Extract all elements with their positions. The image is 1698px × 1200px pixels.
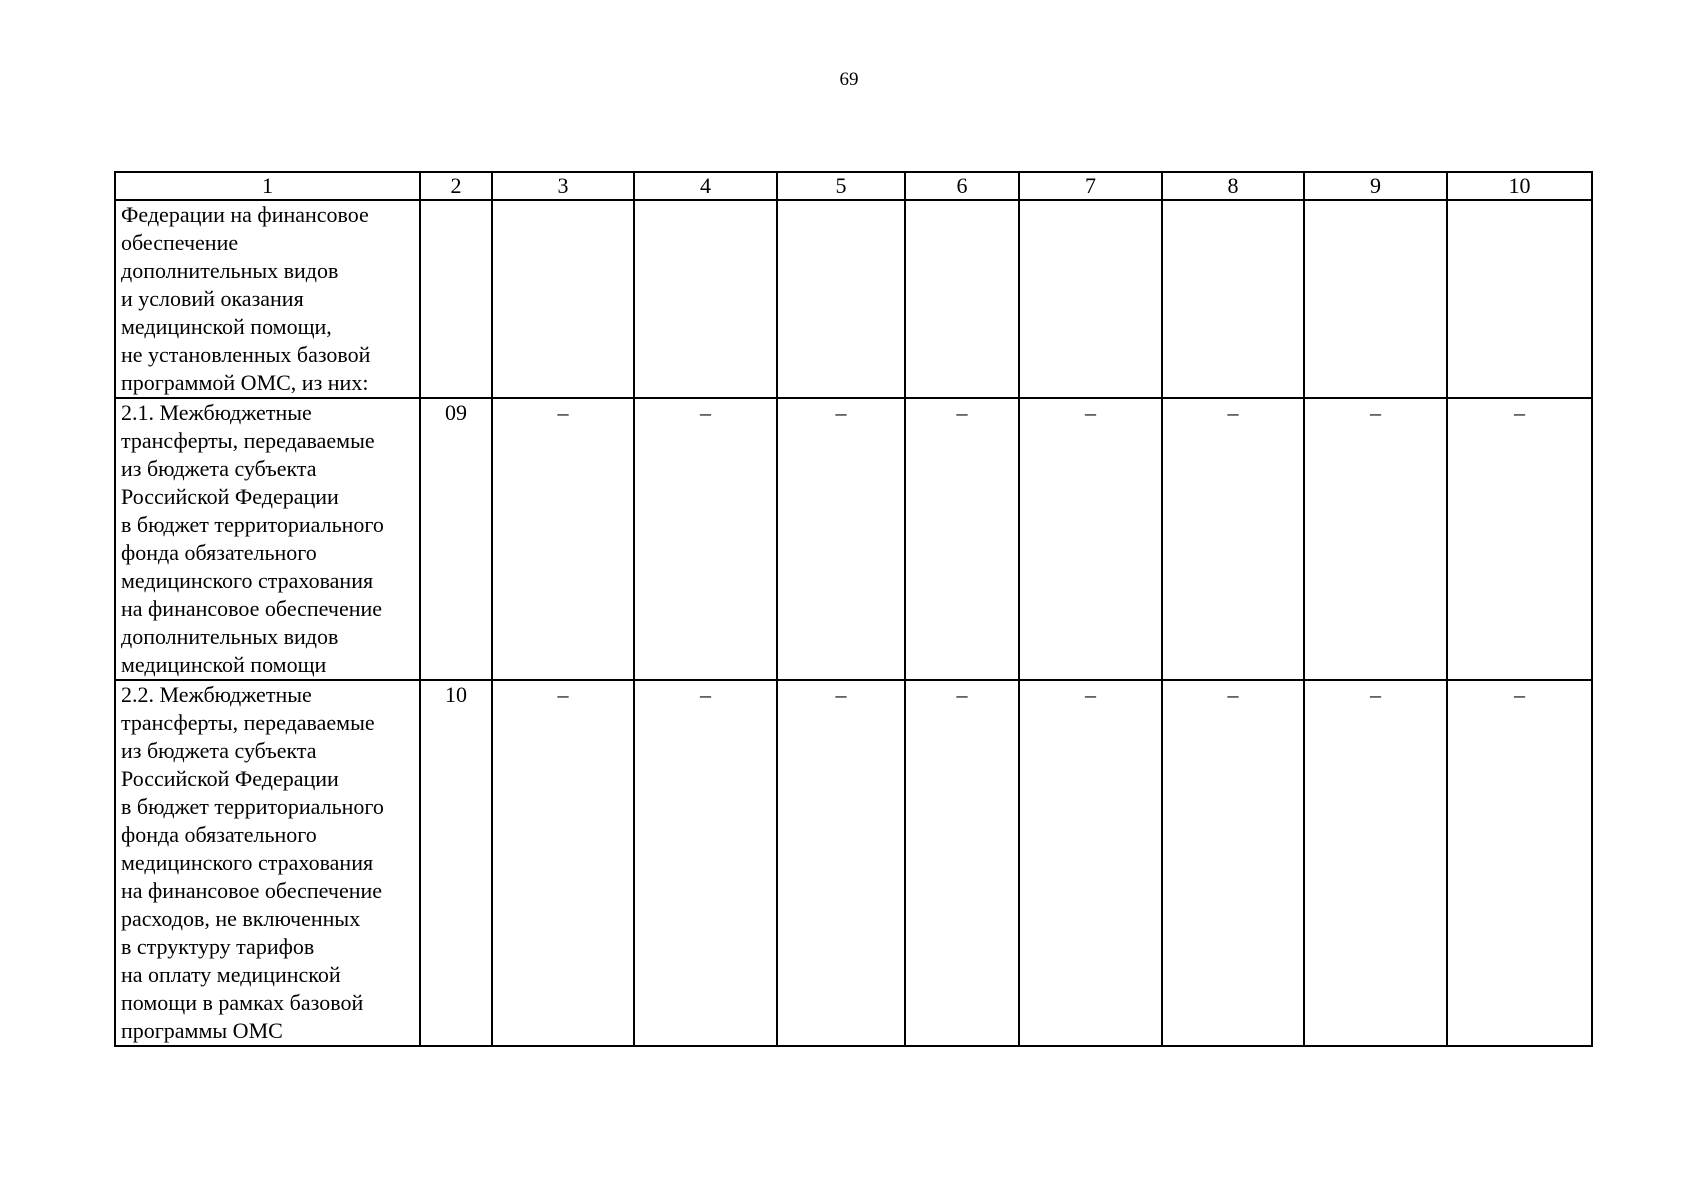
row-name-cell: 2.1. Межбюджетные трансферты, передаваемые из бюджета субъекта Российской Федерации в бюджет территориального фонда обязательного медицинского страхования на финансовое обеспечение дополнительных видов медицинской помощи (115, 398, 420, 680)
column-number: 6 (905, 172, 1019, 200)
value-cell: – (492, 680, 634, 1046)
value-cell (634, 200, 777, 398)
column-number-row (115, 172, 1592, 200)
table-row (115, 200, 1592, 398)
column-number: 7 (1019, 172, 1162, 200)
value-cell (1162, 200, 1304, 398)
value-cell: – (1447, 680, 1592, 1046)
value-cell: – (777, 398, 905, 680)
page-number: 69 (839, 69, 859, 90)
row-name-cell: Федерации на финансовое обеспечение дополнительных видов и условий оказания медицинской помощи, не установленных базовой программой ОМС, из них: (115, 200, 420, 398)
value-cell: – (1304, 680, 1447, 1046)
value-cell: – (905, 398, 1019, 680)
column-number: 3 (492, 172, 634, 200)
value-cell: – (1162, 680, 1304, 1046)
column-number: 1 (115, 172, 420, 200)
value-cell (1019, 200, 1162, 398)
value-cell: – (1019, 680, 1162, 1046)
value-cell: – (1304, 398, 1447, 680)
column-number: 4 (634, 172, 777, 200)
value-cell: – (634, 680, 777, 1046)
column-number: 9 (1304, 172, 1447, 200)
value-cell: – (1162, 398, 1304, 680)
value-cell (1304, 200, 1447, 398)
column-number: 2 (420, 172, 492, 200)
data-table (114, 171, 1593, 1047)
row-code-cell (420, 200, 492, 398)
value-cell (1447, 200, 1592, 398)
table-row (115, 680, 1592, 1046)
table-row (115, 398, 1592, 680)
value-cell (905, 200, 1019, 398)
value-cell: – (492, 398, 634, 680)
value-cell: – (905, 680, 1019, 1046)
value-cell: – (777, 680, 905, 1046)
value-cell (492, 200, 634, 398)
row-code-cell: 10 (420, 680, 492, 1046)
value-cell (777, 200, 905, 398)
row-code-cell: 09 (420, 398, 492, 680)
column-number: 5 (777, 172, 905, 200)
column-number: 8 (1162, 172, 1304, 200)
row-name-cell: 2.2. Межбюджетные трансферты, передаваемые из бюджета субъекта Российской Федерации в бюджет территориального фонда обязательного медицинского страхования на финансовое обеспечение расходов, не включенных в структуру тарифов на оплату медицинской помощи в рамках базовой программы ОМС (115, 680, 420, 1046)
value-cell: – (634, 398, 777, 680)
column-number: 10 (1447, 172, 1592, 200)
value-cell: – (1019, 398, 1162, 680)
value-cell: – (1447, 398, 1592, 680)
